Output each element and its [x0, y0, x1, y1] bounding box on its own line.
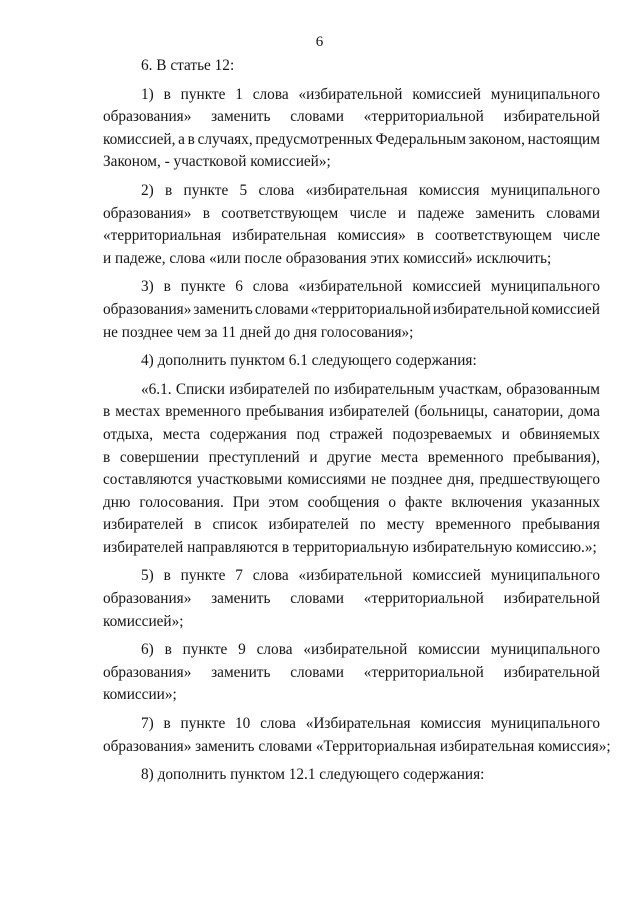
paragraph-line: «6.1. Списки избирателей по избирательным участкам, образованным [141, 380, 600, 398]
paragraph-line: образования» заменить словами «территориальной избирательной [103, 590, 600, 608]
paragraph-line: 3) в пункте 6 слова «избирательной комиссией муниципального [141, 278, 600, 296]
amendment-paragraph [103, 180, 600, 270]
article-heading [103, 55, 600, 78]
paragraph-line: 6) в пункте 9 слова «избирательной комиссии муниципального [141, 641, 600, 659]
heading-line: 6. В статье 12: [141, 57, 235, 74]
paragraph-line: избирателей в список избирателей по месту временного пребывания [103, 516, 600, 534]
paragraph-line: 8) дополнить пунктом 12.1 следующего содержания: [141, 766, 485, 784]
amendment-list [103, 84, 611, 787]
paragraph-line: составляются участковыми комиссиями не позднее дня, предшествующего [103, 471, 600, 489]
paragraph-line: отдыха, места содержания под стражей подозреваемых и обвиняемых [103, 425, 600, 443]
amendment-paragraph [103, 276, 600, 344]
paragraph-line: избирателей направляются в территориальную избирательную комиссию.»; [103, 538, 597, 556]
paragraph-line: 7) в пункте 10 слова «Избирательная комиссия муниципального [141, 715, 600, 733]
amendment-paragraph [103, 350, 600, 373]
amendment-paragraph [103, 84, 600, 174]
paragraph-line: не позднее чем за 11 дней до дня голосования»; [103, 323, 414, 341]
paragraph-line: Законом, - участковой комиссией»; [103, 153, 331, 171]
amendment-paragraph [103, 379, 600, 560]
amendment-paragraph [103, 565, 600, 633]
paragraph-line: комиссией»; [103, 612, 184, 630]
amendment-paragraph [103, 764, 600, 787]
paragraph-line: образования» заменить словами «территориальной избирательной [103, 663, 600, 681]
paragraph-line: образования» заменить словами «территориальной избирательной комиссией [103, 300, 600, 318]
paragraph-line: в местах временного пребывания избирателей (больницы, санатории, дома [103, 403, 600, 421]
document-body [103, 55, 611, 793]
paragraph-line: 1) в пункте 1 слова «избирательной комиссией муниципального [141, 85, 600, 103]
paragraph-line: 4) дополнить пунктом 6.1 следующего содержания: [141, 352, 477, 370]
paragraph-line: образования» заменить словами «территориальной избирательной [103, 108, 600, 126]
amendment-paragraph [103, 639, 600, 707]
paragraph-line: образования» заменить словами «Территориальная избирательная комиссия»; [103, 737, 611, 755]
paragraph-line: образования» в соответствующем числе и падеже заменить словами [103, 204, 600, 222]
paragraph-line: комиссией, а в случаях, предусмотренных Федеральным законом, настоящим [103, 130, 600, 148]
paragraph-line: 5) в пункте 7 слова «избирательной комиссией муниципального [141, 567, 600, 585]
paragraph-line: дню голосования. При этом сообщения о факте включения указанных [103, 493, 600, 511]
paragraph-line: «территориальная избирательная комиссия» в соответствующем числе [103, 227, 600, 245]
page-number: 6 [315, 34, 324, 50]
paragraph-line: в совершении преступлений и другие места временного пребывания), [103, 448, 600, 466]
amendment-paragraph [103, 713, 611, 758]
paragraph-line: комиссии»; [103, 686, 177, 704]
paragraph-line: и падеже, слова «или после образования этих комиссий» исключить; [103, 249, 552, 267]
paragraph-line: 2) в пункте 5 слова «избирательная комиссия муниципального [141, 181, 600, 199]
